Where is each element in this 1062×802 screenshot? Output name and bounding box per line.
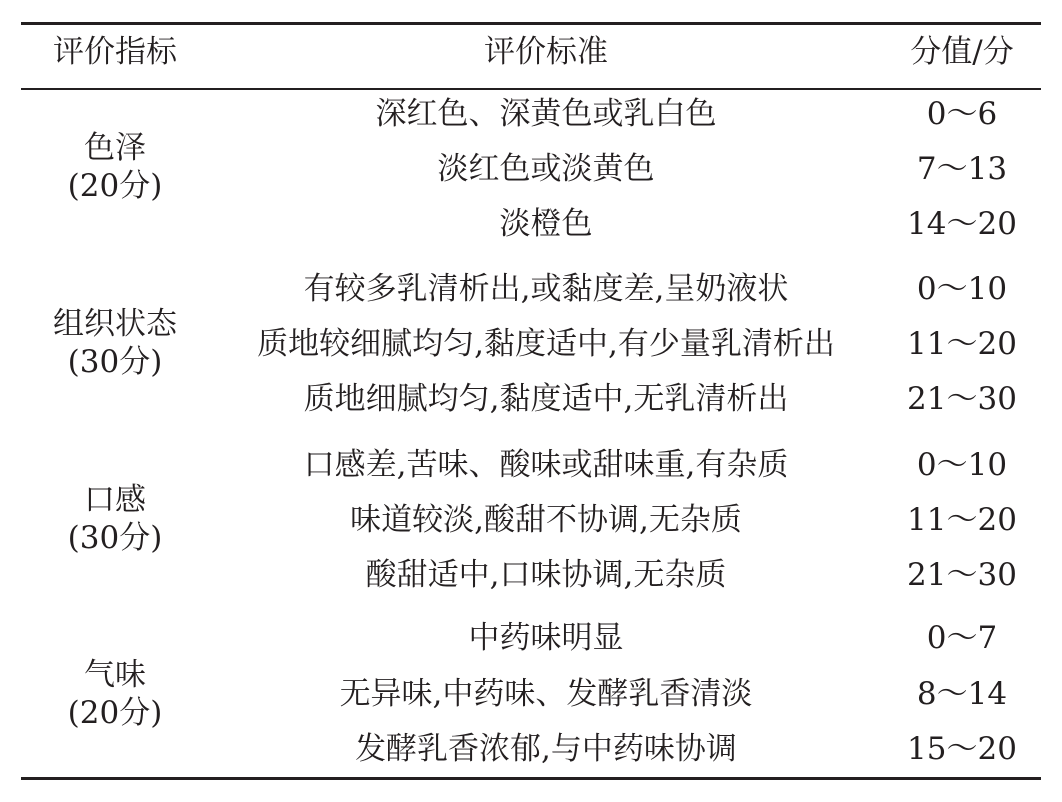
- header-indicator: 评价指标: [53, 34, 177, 70]
- table-row-score: 0～6: [926, 96, 998, 132]
- table-row-standard: 有较多乳清析出,或黏度差,呈奶液状: [303, 271, 789, 307]
- table-row-standard: 酸甜适中,口味协调,无杂质: [365, 557, 727, 593]
- table-row-score: 14～20: [907, 206, 1017, 242]
- table-row-score: 8～14: [916, 676, 1008, 712]
- group-points: (30分): [67, 344, 163, 380]
- table-row-standard: 发酵乳香浓郁,与中药味协调: [355, 731, 737, 767]
- group-points: (20分): [67, 695, 163, 731]
- table-bottom-rule: [21, 777, 1041, 780]
- header-standard: 评价标准: [484, 34, 608, 70]
- table-row-score: 21～30: [907, 381, 1017, 417]
- group-label-color: [21, 129, 209, 205]
- group-label-odor: [21, 656, 209, 732]
- group-points: (20分): [67, 168, 163, 204]
- table-row-standard: 淡红色或淡黄色: [437, 151, 655, 187]
- table-row-score: 11～20: [907, 502, 1017, 538]
- table-row-score: 7～13: [916, 151, 1008, 187]
- group-name: 气味: [84, 657, 146, 693]
- table-row-standard: 口感差,苦味、酸味或甜味重,有杂质: [303, 447, 789, 483]
- group-points: (30分): [67, 520, 163, 556]
- table-header-rule: [21, 88, 1041, 90]
- group-label-texture: [21, 305, 209, 381]
- header-score: 分值/分: [910, 34, 1014, 70]
- table-row-score: 15～20: [907, 731, 1017, 767]
- table-row-score: 11～20: [907, 326, 1017, 362]
- group-name: 组织状态: [53, 306, 177, 342]
- group-name: 口感: [84, 482, 146, 518]
- table-row-standard: 深红色、深黄色或乳白色: [375, 96, 717, 132]
- table-row-standard: 无异味,中药味、发酵乳香清淡: [339, 676, 753, 712]
- table-row-score: 21～30: [907, 557, 1017, 593]
- table-row-standard: 味道较淡,酸甜不协调,无杂质: [350, 502, 742, 538]
- table-top-rule: [21, 22, 1041, 25]
- table-row-standard: 质地较细腻均匀,黏度适中,有少量乳清析出: [257, 326, 835, 362]
- table-row-standard: 中药味明显: [468, 620, 624, 656]
- group-label-mouthfeel: [21, 481, 209, 557]
- table-row-score: 0～10: [916, 447, 1008, 483]
- table-row-score: 0～7: [926, 620, 998, 656]
- table-row-score: 0～10: [916, 271, 1008, 307]
- group-name: 色泽: [84, 130, 146, 166]
- table-row-standard: 质地细腻均匀,黏度适中,无乳清析出: [303, 381, 789, 417]
- table-row-standard: 淡橙色: [499, 206, 593, 242]
